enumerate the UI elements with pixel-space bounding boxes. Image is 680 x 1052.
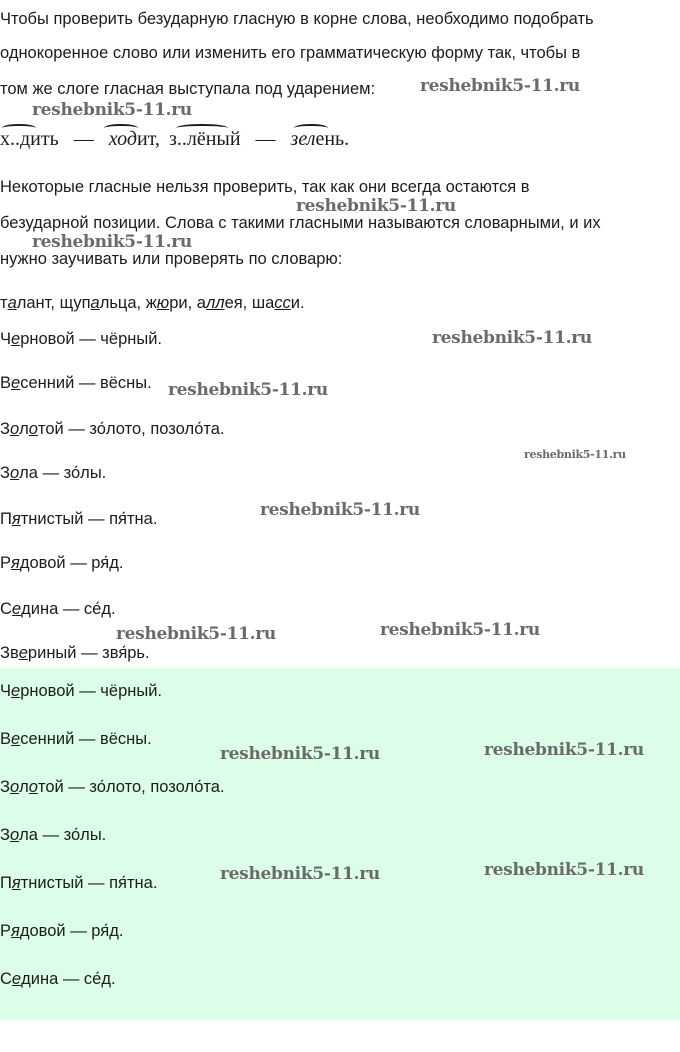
watermark: reshebnik5-11.ru xyxy=(432,328,592,348)
watermark: reshebnik5-11.ru xyxy=(484,740,644,760)
example-word-3: з..лёный xyxy=(168,128,241,150)
watermark: reshebnik5-11.ru xyxy=(220,864,380,884)
watermark: reshebnik5-11.ru xyxy=(116,624,276,644)
intro-line-1: Чтобы проверить безударную гласную в корне слова, необходимо подобрать xyxy=(0,10,594,28)
pair-line: Весенний — вёсны. xyxy=(0,374,152,392)
dict-line-2: безударной позиции. Слова с такими гласными называются словарными, и их xyxy=(0,214,601,232)
example-word-2-end: ит, xyxy=(136,128,160,150)
answer-line: Золотой — зо́лото, позоло́та. xyxy=(0,778,225,796)
answer-line: Весенний — вёсны. xyxy=(0,730,152,748)
watermark: reshebnik5-11.ru xyxy=(524,448,626,461)
intro-line-3: том же слоге гласная выступала под ударением: xyxy=(0,80,376,98)
example-word-4-end: ень. xyxy=(315,128,350,150)
pair-line: Рядовой — ря́д. xyxy=(0,554,124,572)
dict-line-1: Некоторые гласные нельзя проверить, так как они всегда остаются в xyxy=(0,178,530,196)
pair-line: Пятнистый — пя́тна. xyxy=(0,510,158,528)
answer-line: Рядовой — ря́д. xyxy=(0,922,124,940)
watermark: reshebnik5-11.ru xyxy=(32,100,192,120)
watermark: reshebnik5-11.ru xyxy=(484,860,644,880)
pair-line: Черновой — чёрный. xyxy=(0,330,163,348)
intro-line-2: однокоренное слово или изменить его грамматическую форму так, чтобы в xyxy=(0,44,581,62)
answer-line: Седина — се́д. xyxy=(0,970,116,988)
answer-line: Зола — зо́лы. xyxy=(0,826,107,844)
watermark: reshebnik5-11.ru xyxy=(32,232,192,252)
watermark: reshebnik5-11.ru xyxy=(168,380,328,400)
answer-line: Черновой — чёрный. xyxy=(0,682,163,700)
watermark: reshebnik5-11.ru xyxy=(420,76,580,96)
answer-line: Пятнистый — пя́тна. xyxy=(0,874,158,892)
example-word-1b: дить xyxy=(20,128,59,150)
pair-line: Звериный — звя́рь. xyxy=(0,644,150,662)
watermark: reshebnik5-11.ru xyxy=(380,620,540,640)
pair-line: Золотой — зо́лото, позоло́та. xyxy=(0,420,225,438)
example-word-4-root: зел xyxy=(290,128,316,150)
example-word-1a: х.. xyxy=(0,128,20,150)
dict-line-3: нужно заучивать или проверять по словарю: xyxy=(0,250,343,268)
watermark: reshebnik5-11.ru xyxy=(260,500,420,520)
watermark: reshebnik5-11.ru xyxy=(296,196,456,216)
example-dash-1: — xyxy=(73,128,94,150)
pair-line: Седина — се́д. xyxy=(0,600,116,618)
example-word-2-root: ход xyxy=(108,128,137,150)
pair-line: Зола — зо́лы. xyxy=(0,464,107,482)
watermark: reshebnik5-11.ru xyxy=(220,744,380,764)
dictionary-words: талант, щупальца, жюри, аллея, шасси. xyxy=(0,294,305,312)
example-dash-2: — xyxy=(255,128,276,150)
